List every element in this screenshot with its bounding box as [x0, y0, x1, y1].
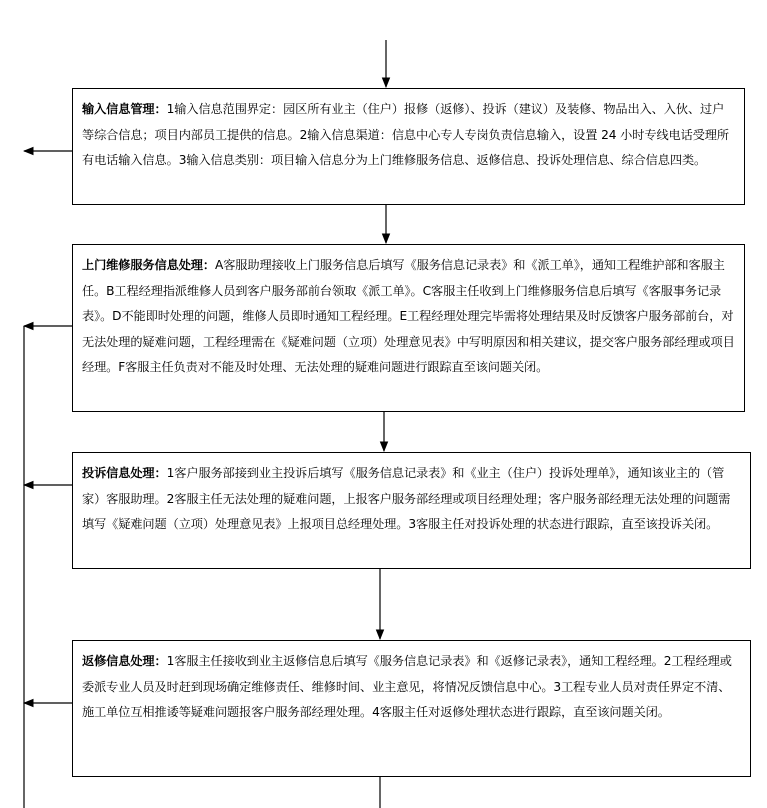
box-heading: 输入信息管理：	[82, 102, 167, 116]
box-body: 1输入信息范围界定：园区所有业主（住户）报修（返修）、投诉（建议）及装修、物品出入、入伙、过户等综合信息；项目内部员工提供的信息。2输入信息渠道：信息中心专人专岗负责信息输入，设置 24 小时专线电话受理所有电话输入信息。3输入信息类别：项目输入信息分为上门维修服务信息、返修信息、投诉处理信息、综合信息四类。	[82, 102, 729, 168]
complaint-info-box	[72, 452, 751, 569]
onsite-repair-info-box	[72, 244, 745, 412]
box-heading: 返修信息处理：	[82, 654, 167, 668]
rework-info-box	[72, 640, 751, 777]
input-info-management-box	[72, 88, 745, 205]
box-heading: 投诉信息处理：	[82, 466, 167, 480]
box-body: A客服助理接收上门服务信息后填写《服务信息记录表》和《派工单》，通知工程维护部和客服主任。B工程经理指派维修人员到客户服务部前台领取《派工单》。C客服主任收到上门维修服务信息后填写《客服事务记录表》。D不能即时处理的问题，维修人员即时通知工程经理。E工程经理处理完毕需将处理结果及时反馈客户服务部前台，对无法处理的疑难问题，工程经理需在《疑难问题（立项）处理意见表》中写明原因和相关建议，提交客户服务部经理或项目经理。F客服主任负责对不能及时处理、无法处理的疑难问题进行跟踪直至该问题关闭。	[82, 258, 735, 375]
box-body: 1客户服务部接到业主投诉后填写《服务信息记录表》和《业主（住户）投诉处理单》，通知该业主的（管家）客服助理。2客服主任无法处理的疑难问题，上报客户服务部经理或项目经理处理；客户服务部经理无法处理的问题需填写《疑难问题（立项）处理意见表》上报项目总经理处理。3客服主任对投诉处理的状态进行跟踪，直至该投诉关闭。	[82, 466, 731, 532]
box-body: 1客服主任接收到业主返修信息后填写《服务信息记录表》和《返修记录表》，通知工程经理。2工程经理或委派专业人员及时赶到现场确定维修责任、维修时间、业主意见，将情况反馈信息中心。3工程专业人员对责任界定不清、施工单位互相推诿等疑难问题报客户服务部经理处理。4客服主任对返修处理状态进行跟踪，直至该问题关闭。	[82, 654, 732, 720]
box-heading: 上门维修服务信息处理：	[82, 258, 215, 272]
